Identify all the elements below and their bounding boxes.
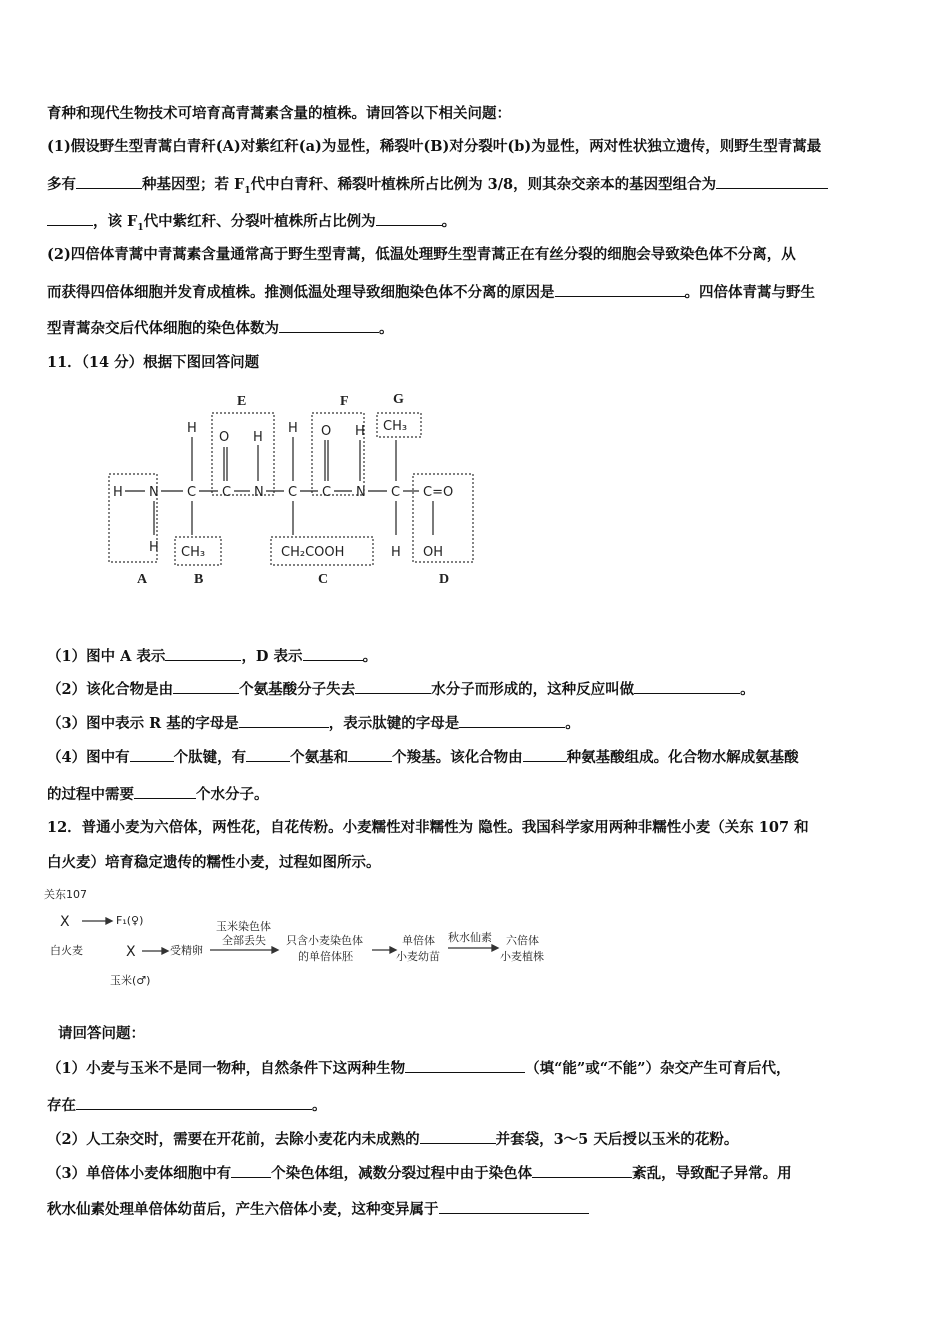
step-label: 全部丢失 [222,934,266,947]
atom: N [149,485,159,500]
answer-blank[interactable] [555,282,685,297]
atom: C [288,485,298,500]
q11-line4: （4）图中有 个肽键，有 个氨基和 个羧基。该化合物由 种氨基酸组成。化合物水解成氨基酸 [47,749,799,766]
atom: N [356,485,366,500]
stage-label: 只含小麦染色体 [286,934,363,947]
q10-part1-line3: ，该 $F_1$代中紫红秆、分裂叶植株所占比例为 。 [47,211,456,238]
q12-ask: 请回答问题： [58,1025,145,1042]
atom: H [253,430,263,445]
tripeptide-structure-diagram [95,385,495,590]
answer-blank[interactable] [376,211,442,226]
stage-label: 六倍体 [506,934,539,947]
answer-blank[interactable] [405,1058,525,1073]
atom: H [149,540,159,555]
atom: CH₃ [181,545,206,560]
answer-blank[interactable] [130,747,174,762]
q11-line3: （3）图中表示 R 基的字母是 ，表示肽键的字母是 。 [47,715,580,732]
q10-part2-line2: 而获得四倍体细胞并发育成植株。推测低温处理导致细胞染色体不分离的原因是 。四倍体青蒿与野生 [47,284,815,301]
atom: N [254,485,264,500]
breeding-flow-diagram [40,884,560,994]
answer-blank[interactable] [355,679,431,694]
answer-blank[interactable] [523,747,567,762]
q12-line3: （1）小麦与玉米不是同一物种，自然条件下这两种生物 （填“能”或“不能”）杂交产生可育后代， [47,1060,791,1077]
cross-symbol: X [126,944,136,960]
atom: H [288,421,298,436]
q10-part1-line1: (1)假设野生型青蒿白青秆(A)对紫红秆(a)为显性，稀裂叶(B)对分裂叶(b)为显性，两对性状独立遗传，则野生型青蒿最 [47,138,822,155]
stage-label: 小麦幼苗 [396,950,440,963]
atom: H [113,485,123,500]
atom: C [187,485,197,500]
atom: C [322,485,332,500]
answer-blank[interactable] [76,174,142,189]
stage-label: 的单倍体胚 [298,950,353,963]
atom: CH₃ [383,419,408,434]
q11-line5: 的过程中需要 个水分子。 [47,786,269,803]
answer-blank[interactable] [279,318,379,333]
box-E [212,413,274,495]
label-guandong107: 关东107 [44,888,87,901]
label-G: G [393,392,404,407]
step-label: 秋水仙素 [448,931,492,944]
stage-label: 单倍体 [402,934,435,947]
label-corn: 玉米(♂) [110,974,151,987]
q12-line7: 秋水仙素处理单倍体幼苗后，产生六倍体小麦，这种变异属于 [47,1199,589,1220]
atom: O [219,430,230,445]
answer-blank[interactable] [716,174,828,189]
q11-line1: （1）图中 A 表示 ，D 表示 。 [47,648,378,665]
q10-part1-line2: 多有 种基因型；若 $F_1$代中白青秆、稀裂叶植株所占比例为 3/8，则其杂交亲本的基因型组合为 [47,174,828,201]
step-label: 玉米染色体 [216,920,271,933]
label-f1: F₁(♀) [116,914,144,927]
atom: C [222,485,232,500]
answer-blank[interactable] [420,1129,496,1144]
cross-symbol: X [60,914,70,930]
answer-blank[interactable] [459,713,565,728]
atom: C [391,485,401,500]
label-C: C [318,572,329,587]
answer-blank[interactable] [348,747,392,762]
label-E: E [237,394,247,409]
label-F: F [340,394,349,409]
q10-part2-line1: (2)四倍体青蒿中青蒿素含量通常高于野生型青蒿，低温处理野生型青蒿正在有丝分裂的细胞会导致染色体不分离，从 [47,246,796,263]
answer-blank[interactable] [239,713,329,728]
label-B: B [194,572,204,587]
q12-line1: 12．普通小麦为六倍体，两性花，自花传粉。小麦糯性对非糯性为 隐性。我国科学家用两种非糯性小麦（关东 107 和 [47,819,809,836]
answer-blank[interactable] [231,1163,271,1178]
label-fertilized-egg: 受精卵 [170,944,203,957]
label-A: A [137,572,148,587]
stage-label: 小麦植株 [500,950,544,963]
q11-line2: （2）该化合物是由 个氨基酸分子失去 水分子而形成的，这种反应叫做 。 [47,681,755,698]
answer-blank[interactable] [303,646,363,661]
q12-line6: （3）单倍体小麦体细胞中有 个染色体组，减数分裂过程中由于染色体 紊乱，导致配子异常。用 [47,1165,792,1182]
label-D: D [439,572,450,587]
intro-line: 育种和现代生物技术可培育高青蒿素含量的植株。请回答以下相关问题： [47,105,511,122]
q12-line2: 白火麦）培育稳定遗传的糯性小麦，过程如图所示。 [47,854,381,871]
answer-blank[interactable] [76,1095,312,1110]
atom: H [187,421,197,436]
label-baihuomai: 白火麦 [50,944,83,957]
answer-blank[interactable] [246,747,290,762]
answer-blank[interactable] [134,784,196,799]
atom: H [355,424,365,439]
q12-line4: 存在 。 [47,1097,327,1114]
q11-title: 11．（14 分）根据下图回答问题 [47,354,260,371]
answer-blank[interactable] [634,679,740,694]
atom: C=O [423,485,454,500]
q12-line5: （2）人工杂交时，需要在开花前，去除小麦花内未成熟的 并套袋，3～5 天后授以玉米的花粉。 [47,1131,739,1148]
answer-blank[interactable] [173,679,239,694]
answer-blank[interactable] [532,1163,632,1178]
atom: H [391,545,401,560]
atom: CH₂COOH [281,545,345,560]
answer-blank[interactable] [165,646,241,661]
answer-blank[interactable] [47,211,93,226]
atom: OH [423,545,444,560]
atom: O [321,424,332,439]
q10-part2-line3: 型青蒿杂交后代体细胞的染色体数为 。 [47,320,394,337]
answer-blank[interactable] [439,1199,589,1214]
